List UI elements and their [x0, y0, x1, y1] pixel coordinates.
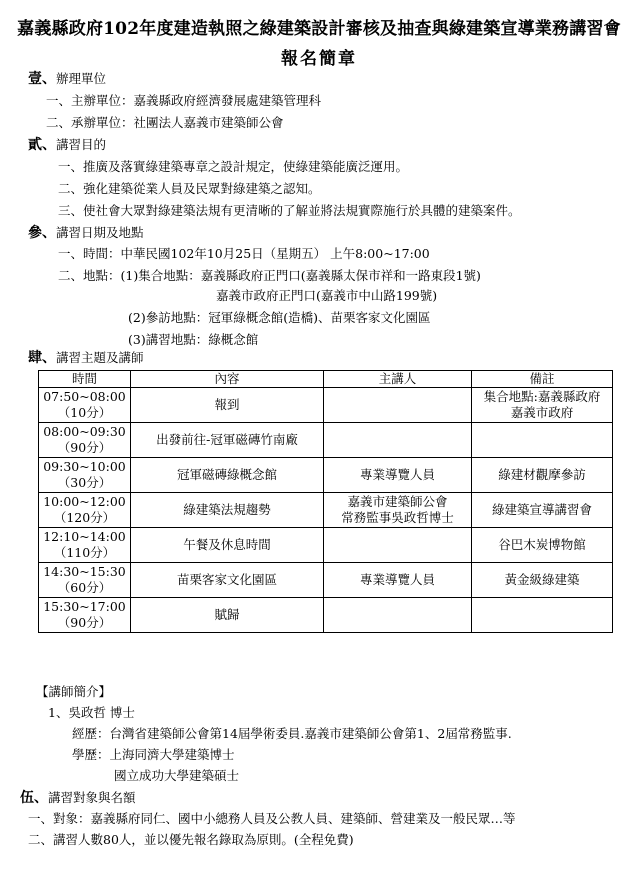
section-5-heading — [20, 790, 136, 806]
section-2-number: 貳、 — [28, 137, 56, 153]
section-3-label: 講習日期及地點 — [56, 225, 144, 240]
lecturer-heading: 【講師簡介】 — [36, 684, 112, 699]
page-subtitle: 報名簡章 — [281, 49, 357, 69]
header-note: 備註 — [472, 371, 613, 388]
page-title: 嘉義縣政府102年度建造執照之綠建築設計審核及抽查與綠建築宣導業務講習會 — [17, 19, 621, 39]
header-time: 時間 — [39, 371, 131, 388]
note-text: 綠建築宣導講習會 — [491, 502, 592, 517]
note-cell — [472, 563, 613, 598]
table-row — [39, 493, 613, 528]
session-content: 賦歸 — [214, 607, 240, 622]
content-cell — [131, 458, 324, 493]
speaker-name: 專業導覽人員 — [359, 467, 435, 482]
session-content: 午餐及休息時間 — [183, 537, 271, 552]
time-range: 09:30~10:00 — [43, 459, 126, 474]
speaker-name: 嘉義市建築師公會 — [347, 494, 448, 509]
speaker-cell — [324, 423, 472, 458]
time-cell — [39, 388, 131, 423]
note-text: 黃金級綠建築 — [504, 572, 580, 587]
duration: （90分） — [57, 615, 112, 630]
note-text: 集合地點:嘉義縣政府 — [483, 389, 601, 404]
table-row — [39, 598, 613, 633]
note-cell — [472, 493, 613, 528]
note-cell — [472, 458, 613, 493]
note-cell — [472, 388, 613, 423]
time-range: 15:30~17:00 — [43, 599, 126, 614]
note-text: 谷巴木炭博物館 — [498, 537, 586, 552]
duration: （10分） — [57, 405, 112, 420]
speaker-cell — [324, 388, 472, 423]
note-cell — [472, 423, 613, 458]
purpose-item-3: 三、使社會大眾對綠建築法規有更清晰的了解並將法規實際施行於具體的建築案件。 — [58, 203, 521, 218]
section-4-number: 肆、 — [28, 350, 56, 366]
section-3-heading — [28, 225, 144, 241]
table-row — [39, 388, 613, 423]
audience-line: 一、對象：嘉義縣府同仁、國中小總務人員及公教人員、建築師、營建業及一般民眾…等 — [28, 811, 516, 826]
time-cell — [39, 493, 131, 528]
section-1-number: 壹、 — [28, 71, 56, 87]
time-range: 07:50~08:00 — [43, 389, 126, 404]
session-content: 報到 — [214, 397, 240, 412]
co-organizer-line: 二、承辦單位：社團法人嘉義市建築師公會 — [46, 115, 284, 130]
purpose-item-2: 二、強化建築從業人員及民眾對綠建築之認知。 — [58, 181, 321, 196]
content-cell — [131, 528, 324, 563]
duration: （90分） — [57, 440, 112, 455]
section-5-label: 講習對象與名額 — [48, 790, 136, 805]
section-4-label: 講習主題及講師 — [56, 350, 144, 365]
speaker-title: 常務監事吳政哲博士 — [341, 510, 454, 525]
time-cell — [39, 598, 131, 633]
lecturer-experience: 經歷：台灣省建築師公會第14屆學術委員.嘉義市建築師公會第1、2屆常務監事. — [72, 726, 512, 741]
table-row — [39, 563, 613, 598]
section-1-heading — [28, 71, 106, 87]
duration: （60分） — [57, 580, 112, 595]
note-cell — [472, 598, 613, 633]
duration: （110分） — [53, 545, 116, 560]
section-4-heading — [28, 350, 144, 366]
schedule-table — [38, 370, 613, 633]
event-time: 一、時間：中華民國102年10月25日（星期五） 上午8:00~17:00 — [58, 246, 430, 261]
section-5-number: 伍、 — [20, 790, 48, 806]
time-cell — [39, 563, 131, 598]
session-content: 冠軍磁磚綠概念館 — [176, 467, 277, 482]
content-cell — [131, 563, 324, 598]
table-row — [39, 528, 613, 563]
lecturer-education: 學歷：上海同濟大學建築博士 — [72, 747, 235, 762]
table-row — [39, 423, 613, 458]
table-header-row — [39, 371, 613, 388]
content-cell — [131, 423, 324, 458]
speaker-cell — [324, 493, 472, 528]
meeting-place-2: 嘉義市政府正門口(嘉義市中山路199號) — [216, 288, 438, 303]
section-3-number: 參、 — [28, 225, 56, 241]
section-2-label: 講習目的 — [56, 137, 107, 152]
content-cell — [131, 598, 324, 633]
time-range: 14:30~15:30 — [43, 564, 126, 579]
purpose-item-1: 一、推廣及落實綠建築專章之設計規定，使綠建築能廣泛運用。 — [58, 159, 409, 174]
organizer-line: 一、主辦單位：嘉義縣政府經濟發展處建築管理科 — [46, 93, 322, 108]
session-content: 出發前往-冠軍磁磚竹南廠 — [156, 432, 298, 447]
time-range: 12:10~14:00 — [43, 529, 126, 544]
note-text-2: 嘉義市政府 — [510, 405, 574, 420]
duration: （30分） — [57, 475, 112, 490]
capacity-line: 二、講習人數80人，並以優先報名錄取為原則。(全程免費) — [28, 832, 354, 847]
speaker-cell — [324, 458, 472, 493]
speaker-cell — [324, 598, 472, 633]
time-cell — [39, 458, 131, 493]
speaker-name: 專業導覽人員 — [359, 572, 435, 587]
header-speaker: 主講人 — [324, 371, 472, 388]
time-range: 08:00~09:30 — [43, 424, 126, 439]
session-content: 苗栗客家文化園區 — [176, 572, 277, 587]
meeting-place-1: 二、地點：(1)集合地點：嘉義縣政府正門口(嘉義縣太保市祥和一路東段1號) — [58, 268, 481, 283]
speaker-cell — [324, 563, 472, 598]
section-2-heading — [28, 137, 106, 153]
visit-place: (2)參訪地點：冠軍綠概念館(造橋)、苗栗客家文化園區 — [128, 310, 431, 325]
content-cell — [131, 493, 324, 528]
note-text: 綠建材觀摩參訪 — [498, 467, 586, 482]
header-content: 內容 — [131, 371, 324, 388]
table-row — [39, 458, 613, 493]
time-cell — [39, 528, 131, 563]
note-cell — [472, 528, 613, 563]
lecturer-education-2: 國立成功大學建築碩士 — [114, 768, 240, 783]
speaker-cell — [324, 528, 472, 563]
lecture-place: (3)講習地點：綠概念館 — [128, 332, 259, 347]
lecturer-name: 1、吳政哲 博士 — [48, 705, 135, 720]
time-range: 10:00~12:00 — [43, 494, 126, 509]
content-cell — [131, 388, 324, 423]
time-cell — [39, 423, 131, 458]
duration: （120分） — [53, 510, 116, 525]
session-content: 綠建築法規趨勢 — [183, 502, 271, 517]
section-1-label: 辦理單位 — [56, 71, 107, 86]
